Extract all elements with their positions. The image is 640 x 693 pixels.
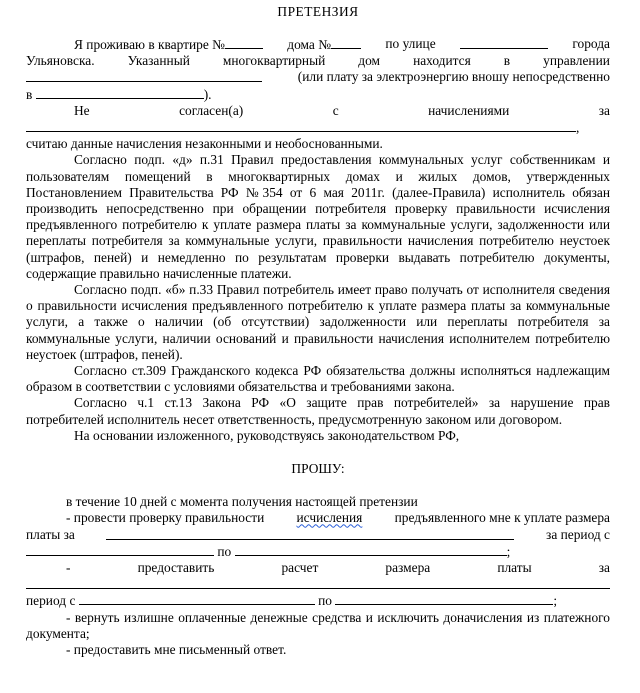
p1-word: дом [358, 53, 381, 69]
street-blank [460, 36, 548, 49]
request-text: предъявленного мне к уплате размера [394, 510, 610, 526]
p1-word: в [503, 53, 511, 69]
request-text: по [318, 593, 332, 609]
p2-word: согласен(а) [179, 102, 244, 118]
request-word: - [66, 560, 71, 576]
p1-text: ). [203, 86, 212, 102]
provider-blank [36, 86, 204, 99]
request-text: ; [553, 593, 558, 609]
request-calc-line-2 [26, 576, 610, 592]
p2-line-1 [26, 103, 610, 119]
p2-word: с [332, 102, 339, 118]
request-check-line-2 [26, 527, 610, 543]
request-refund: - вернуть излишне оплаченные денежные средства и исключить доначисления из платежного документа; [26, 609, 610, 641]
request-word: расчет [281, 560, 319, 576]
request-word: платы [497, 560, 532, 576]
request-check-line-3 [26, 543, 610, 560]
p1-text: Я проживаю в квартире № [74, 37, 225, 52]
paragraph-basis: На основании изложенного, руководствуясь законодательством РФ, [74, 427, 460, 443]
p1-line-1 [26, 36, 610, 53]
request-calc-line-3 [26, 592, 610, 609]
p2-line-2 [26, 119, 610, 136]
apartment-number-blank [225, 36, 263, 49]
p1-text: по улице [385, 36, 436, 51]
paragraph-consumer-law-13: Согласно ч.1 ст.13 Закона РФ «О защите прав потребителей» за нарушение прав потребителей исполнитель несет ответственность, предусмотренную законом или договором. [26, 395, 610, 427]
p2-word: Не [74, 102, 90, 118]
request-deadline: в течение 10 дней с момента получения настоящей претензии [66, 494, 418, 510]
request-text-spellcheck: исчисления [296, 510, 363, 526]
request-calc-line-1 [26, 560, 610, 576]
p1-text: города [572, 36, 610, 51]
p1-word: Ульяновска. [26, 53, 95, 69]
p2-word: за [598, 102, 610, 118]
p1-text: (или плату за электроэнергию вношу непосредственно [297, 69, 610, 85]
p2-word: начислениями [428, 102, 510, 118]
request-text: за период с [546, 526, 610, 542]
paragraph-rules-33: Согласно подп. «б» п.33 Правил потребитель имеет право получать от исполнителя сведения о правильности исчисления предъявленного потребителю к уплате размера платы за коммунальные услуги, а также о наличии (об отсутствии) задолженности или переплаты потребителя за коммунальные услуги, наличии оснований и правильности начисления исполнителем потребителю неустоек (штрафов, пеней). [26, 282, 610, 362]
p1-word: управлении [543, 53, 610, 69]
request-text: период с [26, 593, 76, 609]
p1-word: находится [413, 53, 471, 69]
request-written-reply: - предоставить мне письменный ответ. [66, 641, 287, 657]
request-word: за [598, 560, 610, 576]
p1-line-3 [26, 69, 610, 85]
date-to-blank [235, 543, 507, 556]
calc-service-blank [26, 576, 610, 589]
paragraph-civil-code-309: Согласно ст.309 Гражданского кодекса РФ обязательства должны исполняться надлежащим образом в соответствии с условиями обязательства и требованиями закона. [26, 363, 610, 395]
service-period-blank [106, 527, 514, 540]
p1-line-2 [26, 53, 610, 69]
house-number-blank [331, 36, 361, 49]
p1-word: многоквартирный [222, 53, 326, 69]
paragraph-rules-31: Согласно подп. «д» п.31 Правил предоставления коммунальных услуг собственникам и пользователям помещений в многоквартирных домах и жилых домов, утвержденных Постановлением Правительства РФ №354 от 6 мая 2011г. (далее-Правила) исполнитель обязан производить непосредственно при обращении потребителя проверку правильности исчисления предъявленного потребителю к уплате размера платы за коммунальные услуги, задолженности или переплаты потребителя за коммунальные услуги, правильности начисления потребителю неустоек (штрафов, пеней) и немедленно по результатам проверки выдавать потребителю документы, содержащие правильно начисленные платежи. [26, 152, 610, 281]
claim-document [26, 0, 610, 658]
calc-date-to-blank [335, 592, 553, 605]
request-word: предоставить [137, 560, 215, 576]
p1-text: в [26, 86, 33, 102]
request-text: - провести проверку правильности [66, 510, 265, 526]
request-word: размера [385, 560, 431, 576]
p2-line-3: считаю данные начисления незаконными и необоснованными. [26, 136, 383, 152]
p1-word: Указанный [127, 53, 190, 69]
p1-text: дома № [287, 37, 331, 52]
request-text: платы за [26, 526, 75, 542]
request-text: по [217, 543, 232, 559]
document-title: ПРЕТЕНЗИЯ [277, 4, 359, 19]
request-heading: ПРОШУ: [291, 461, 345, 477]
service-blank [26, 119, 576, 132]
request-check-line-1 [26, 510, 610, 526]
p1-line-4 [26, 86, 610, 103]
management-company-blank [26, 69, 262, 82]
request-text: ; [506, 543, 511, 559]
p2-text: , [576, 120, 580, 136]
calc-date-from-blank [79, 592, 315, 605]
date-from-blank [26, 543, 214, 556]
